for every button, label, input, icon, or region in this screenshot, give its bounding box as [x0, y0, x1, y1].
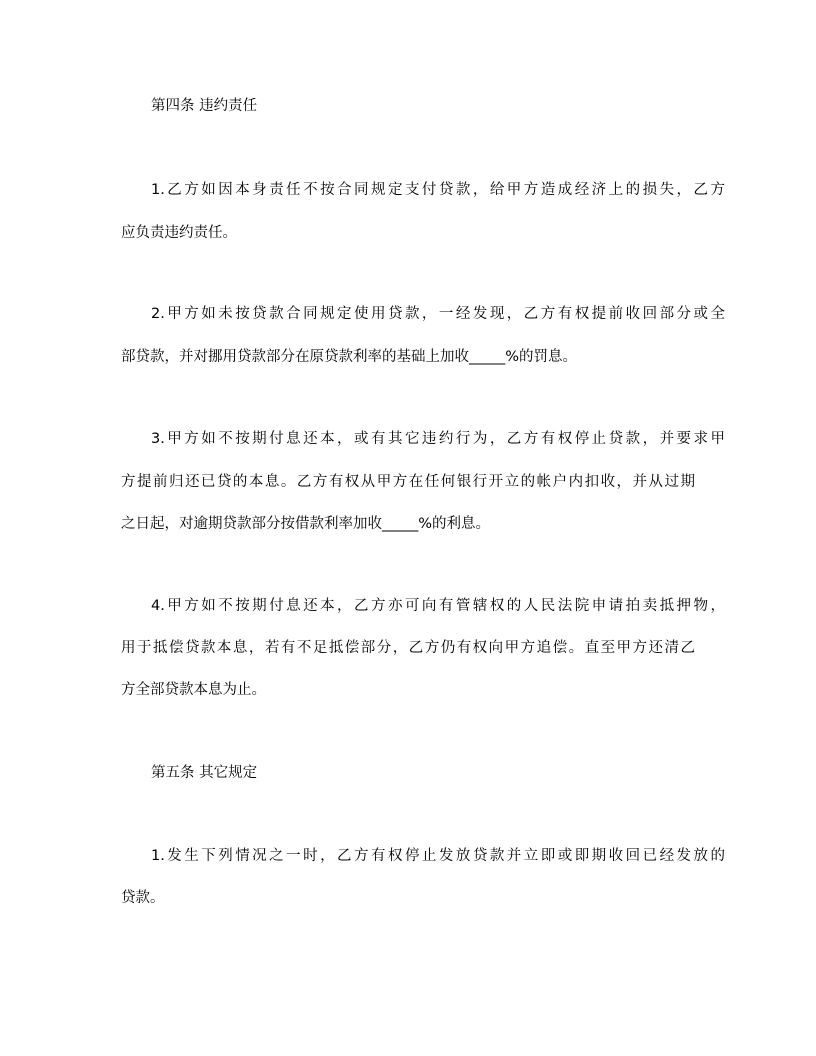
article-5-clause-1-line-2: 贷款。: [121, 890, 165, 906]
article-4-clause-2-line-2: 部贷款，并对挪用贷款部分在原贷款利率的基础上加收_____%的罚息。: [121, 349, 578, 365]
article-4-clause-4-line-1: 4.甲方如不按期付息还本，乙方亦可向有管辖权的人民法院申请拍卖抵押物，: [151, 598, 725, 614]
article-5-clause-1-line-1: 1.发生下列情况之一时，乙方有权停止发放贷款并立即或即期收回已经发放的: [151, 848, 725, 864]
article-4-clause-2-line-1: 2.甲方如未按贷款合同规定使用贷款，一经发现，乙方有权提前收回部分或全: [151, 306, 725, 322]
article-4-clause-4-line-2: 用于抵偿贷款本息，若有不足抵偿部分，乙方仍有权向甲方追偿。直至甲方还清乙: [121, 640, 695, 656]
article-5-heading: 第五条 其它规定: [151, 765, 258, 781]
article-4-clause-3-line-1: 3.甲方如不按期付息还本，或有其它违约行为，乙方有权停止贷款，并要求甲: [151, 431, 725, 447]
article-4-clause-1-line-2: 应负责违约责任。: [121, 225, 237, 241]
article-4-heading: 第四条 违约责任: [151, 98, 258, 114]
article-4-clause-3-line-3: 之日起，对逾期贷款部分按借款利率加收_____%的利息。: [121, 516, 491, 532]
article-4-clause-4-line-3: 方全部贷款本息为止。: [121, 682, 266, 698]
article-4-clause-1-line-1: 1.乙方如因本身责任不按合同规定支付贷款，给甲方造成经济上的损失，乙方: [151, 182, 725, 198]
article-4-clause-3-line-2: 方提前归还已贷的本息。乙方有权从甲方在任何银行开立的帐户内扣收，并从过期: [121, 474, 695, 490]
